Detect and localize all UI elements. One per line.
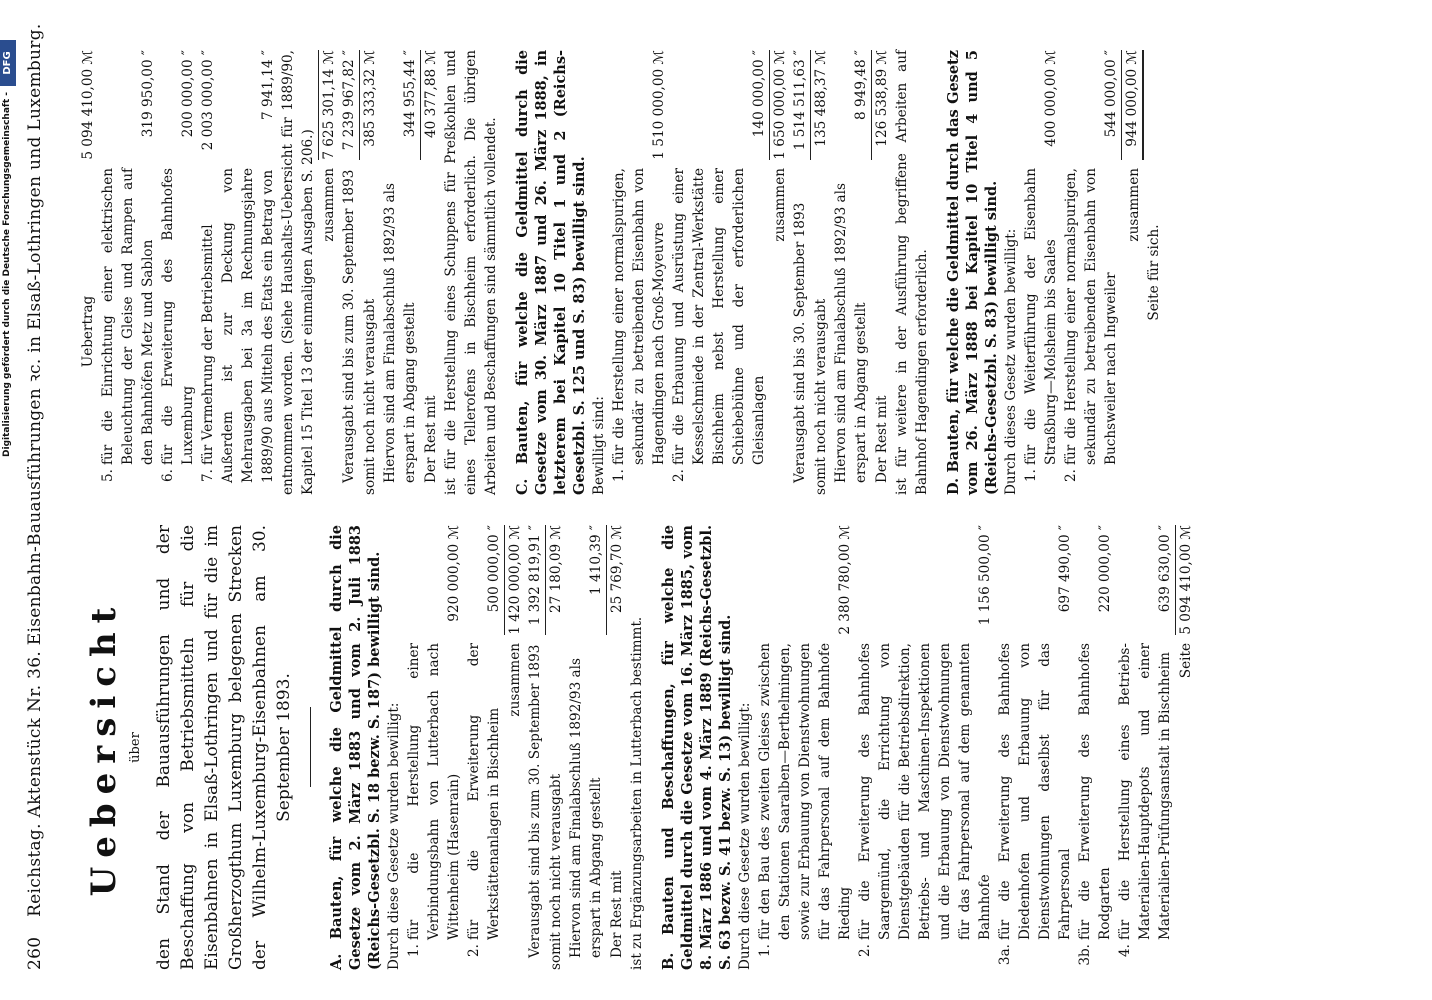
item-number: 3b.	[1077, 944, 1093, 966]
remaining-amount: 385 333,32 ℳ	[359, 50, 380, 160]
rest-amount: 126 538,89 ℳ	[871, 50, 892, 160]
item-amount: 639 630,00 ″	[1157, 525, 1173, 613]
additional-text: Außerdem ist zur Deckung von Mehrausgaben bei 3a im Rechnungsjahre 1889/90 aus Mitteln des Etats ein Betrag von	[220, 168, 276, 483]
page-total-amount: 5 094 410,00 ℳ	[1175, 525, 1196, 635]
list-item	[669, 50, 769, 495]
list-item	[1075, 525, 1115, 970]
item-text: für die Einrichtung einer elektrischen Beleuchtung der Gleise und Rampen auf den Bahnhöfen Metz und Sablon	[100, 168, 156, 465]
item-number: 1.	[757, 944, 773, 957]
page-total-label: Seite	[1178, 643, 1194, 679]
item-number: 1.	[1023, 469, 1039, 482]
remaining-label: somit noch nicht verausgabt	[548, 773, 564, 970]
item-number: 7.	[200, 469, 216, 482]
list-item	[1061, 50, 1121, 495]
rest-amount: 40 377,88 ℳ	[420, 50, 441, 160]
spent-label: Verausgabt sind bis zum 30. September 1893	[341, 169, 357, 483]
item-text: für die Herstellung einer normalspurigen, sekundär zu betreibenden Eisenbahn von Buchsweiler nach Ingweiler	[1063, 168, 1119, 465]
final-amount: 344 955,44 ″	[402, 50, 418, 138]
spent-row	[525, 525, 545, 970]
item-number: 1.	[611, 469, 627, 482]
divider	[310, 708, 311, 788]
list-item	[98, 50, 158, 495]
carryover-label: Uebertrag	[80, 295, 96, 368]
section-c-intro: Bewilligt sind:	[591, 396, 607, 495]
final-row	[566, 525, 606, 970]
remaining-row	[359, 50, 380, 495]
document-subtitle: über	[128, 732, 143, 763]
remaining-label: somit noch nicht verausgabt	[362, 298, 378, 495]
list-item	[158, 50, 198, 495]
sum-amount: 7 625 301,14 ℳ	[318, 50, 339, 160]
section-b-intro: Durch diese Gesetze wurden bewilligt:	[737, 702, 753, 970]
item-amount: 500 000,00 ″	[486, 525, 502, 613]
spent-amount: 1 514 511,63 ″	[792, 50, 808, 151]
additional-amount: 7 941,14 ″	[260, 50, 276, 120]
digitization-credit	[0, 0, 18, 1000]
final-label: Hiervon sind am Finalabschluß 1892/93 als erspart in Abgang gestellt	[833, 183, 869, 483]
rest-label: Der Rest mit	[874, 395, 890, 483]
item-number: 6.	[160, 469, 176, 482]
list-item	[1021, 50, 1061, 495]
list-item	[1115, 525, 1175, 970]
page-number: 260	[25, 936, 45, 970]
item-number: 2.	[671, 469, 687, 482]
item-text: für die Erweiterung des Bahnhofes Rodgarten	[1077, 643, 1113, 940]
page-note: Seite für sich.	[1146, 224, 1162, 321]
final-row	[380, 50, 420, 495]
carryover-row	[78, 50, 98, 495]
section-c-heading: C. Bauten, für welche die Geldmittel durch die Gesetze vom 30. März 1887 und 26. März 1888, in letzterem bei Kapitel 10 Titel 1 und 2 (Reichs-Gesetzbl. S. 125 und S. 83) bewilligt sind.	[514, 50, 588, 495]
credit-text: Digitalisierung gefördert durch die Deutsche Forschungsgemeinschaft -	[2, 92, 12, 457]
spent-label: Verausgabt sind bis 30. September 1893	[792, 202, 808, 483]
remaining-amount: 135 488,37 ℳ	[810, 50, 831, 160]
item-number: 1.	[406, 944, 422, 957]
item-text: für die Herstellung einer Verbindungsbahn von Lutterbach nach Wittenheim (Hasenrain)	[406, 643, 462, 940]
sum-amount: 1 650 000,00 ℳ	[769, 50, 790, 160]
list-item	[198, 50, 218, 495]
item-amount: 140 000,00 ″	[751, 50, 767, 138]
item-amount: 1 156 500,00 ″	[977, 525, 993, 626]
rest-note: ist zu Ergänzungsarbeiten in Lutterbach bestimmt.	[629, 616, 645, 970]
spent-amount: 1 392 819,91 ″	[527, 525, 543, 626]
rest-amount: 25 769,70 ℳ	[606, 525, 627, 635]
list-item	[609, 50, 669, 495]
item-amount: 2 380 780,00 ℳ	[837, 525, 853, 635]
remaining-row	[810, 50, 831, 495]
remaining-row	[545, 525, 566, 970]
section-a-intro: Durch diese Gesetze wurden bewilligt:	[386, 702, 402, 970]
spent-amount: 7 239 967,82 ″	[341, 50, 357, 151]
item-text: für Vermehrung der Betriebsmittel	[200, 224, 216, 465]
item-amount: 220 000,00 ″	[1097, 525, 1113, 613]
item-amount: 2 003 000,00 ″	[200, 50, 216, 151]
sum-row	[318, 50, 339, 495]
list-item	[855, 525, 995, 970]
item-number: 4.	[1117, 944, 1133, 957]
rest-label: Der Rest mit	[423, 395, 439, 483]
item-amount: 400 000,00 ℳ	[1043, 50, 1059, 147]
item-amount: 200 000,00 ″	[180, 50, 196, 138]
sum-amount: 944 000,00 ℳ	[1121, 50, 1144, 160]
spent-row	[790, 50, 810, 495]
sum-label: zusammen	[507, 643, 523, 717]
list-item	[464, 525, 504, 970]
item-text: für die Erweiterung des Bahnhofes Luxemburg	[160, 168, 196, 465]
sum-amount: 1 420 000,00 ℳ	[504, 525, 525, 635]
item-amount: 319 950,00 ″	[140, 50, 156, 138]
sum-label: zusammen	[321, 168, 337, 242]
item-amount: 544 000,00 ″	[1103, 50, 1119, 138]
remaining-amount: 27 180,09 ℳ	[545, 525, 566, 635]
spent-label: Verausgabt sind bis zum 30. September 1893	[527, 644, 543, 958]
remaining-label: somit noch nicht verausgabt	[813, 298, 829, 495]
item-amount: 1 510 000,00 ℳ	[651, 50, 667, 160]
title-description: den Stand der Bauausführungen und der Beschaffung von Betriebsmitteln für die Eisenbahnen in Elsaß-Lothringen und für die im Großherzogthum Luxemburg belegenen Strecken der Wilhelm-Luxemburg-Eisenbahnen am 30. September 1893.	[154, 525, 294, 970]
item-text: für den Bau des zweiten Gleises zwischen den Stationen Saaralben—Berthelmingen, sowie zur Erbauung von Dienstwohnungen für das Fahrpersonal auf dem Bahnhofe Rieding	[757, 643, 853, 940]
item-amount: 920 000,00 ℳ	[446, 525, 462, 622]
list-item	[995, 525, 1075, 970]
rest-note: ist für weitere in der Ausführung begriffene Arbeiten auf Bahnhof Hagendingen erforderlich.	[894, 50, 930, 495]
page-header	[22, 23, 45, 970]
final-amount: 1 410,39 ″	[588, 525, 604, 595]
final-row	[831, 50, 871, 495]
dfg-logo: DFG	[0, 40, 16, 86]
final-amount: 8 949,48 ″	[853, 50, 869, 120]
sum-row	[1121, 50, 1144, 495]
sum-label: zusammen	[772, 168, 788, 242]
sum-row	[769, 50, 790, 495]
document-title: Uebersicht	[84, 598, 124, 897]
item-number: 2.	[857, 944, 873, 957]
section-d-heading: D. Bauten, für welche die Geldmittel durch das Gesetz vom 26. März 1888 bei Kapitel 10 Titel 4 und 5 (Reichs-Gesetzbl. S. 83) bewilligt sind.	[945, 50, 1000, 495]
page-total-row	[1175, 525, 1196, 970]
additional-note: entnommen worden. (Siehe Haushalts-Uebersicht für 1889/90, Kapitel 15 Titel 13 der einmaligen Ausgaben S. 206.)	[280, 50, 316, 495]
section-d-intro: Durch dieses Gesetz wurden bewilligt:	[1003, 228, 1019, 495]
item-number: 2.	[1063, 469, 1079, 482]
item-number: 5.	[100, 469, 116, 482]
item-text: für die Erbauung und Ausrüstung einer Kesselschmiede in der Zentral-Werkstätte Bischheim nebst Herstellung einer Schiebebühne und der erforderlichen Gleisanlagen	[671, 168, 767, 465]
item-number: 2.	[466, 944, 482, 957]
additional-row	[218, 50, 278, 495]
final-label: Hiervon sind am Finalabschluß 1892/93 als erspart in Abgang gestellt	[568, 658, 604, 958]
item-amount: 697 490,00 ″	[1057, 525, 1073, 613]
item-text: für die Weiterführung der Eisenbahn Straßburg—Molsheim bis Saales	[1023, 168, 1059, 465]
list-item	[755, 525, 855, 970]
sum-label: zusammen	[1126, 168, 1142, 242]
rest-row	[871, 50, 892, 495]
item-text: für die Herstellung einer normalspurigen, sekundär zu betreibenden Eisenbahn von Hagendingen nach Groß-Moyeuvre	[611, 168, 667, 465]
right-column	[78, 50, 1164, 495]
item-text: für die Erweiterung der Werkstättenanlagen in Bischheim	[466, 643, 502, 940]
item-text: für die Erweiterung des Bahnhofes Saargemünd, die Errichtung von Dienstgebäuden für die Betriebsdirektion, Betriebs- und Maschinen-Inspektionen und die Erbauung von Dienstwohnungen für das Fahrpersonal auf dem genannten Bahnhofe	[857, 643, 993, 940]
left-column	[78, 525, 1196, 970]
item-text: für die Herstellung eines Betriebs-Materialien-Hauptdepots und einer Materialien-Prüfungsanstalt in Bischheim	[1117, 643, 1173, 940]
rest-row	[420, 50, 441, 495]
item-number: 3a.	[997, 944, 1013, 966]
carryover-amount: 5 094 410,00 ℳ	[80, 50, 96, 160]
rest-note: ist für die Herstellung eines Schuppens für Preßkohlen und eines Tellerofens in Bischheim erforderlich. Die übrigen Arbeiten und Beschaffungen sind sämmtlich vollendet.	[443, 50, 499, 495]
running-title: Reichstag. Aktenstück Nr. 36. Eisenbahn-Bauausführungen ꝛc. in Elsaß-Lothringen und Luxemburg.	[25, 23, 45, 917]
rest-row	[606, 525, 627, 970]
sum-row	[504, 525, 525, 970]
final-label: Hiervon sind am Finalabschluß 1892/93 als erspart in Abgang gestellt	[382, 183, 418, 483]
spent-row	[339, 50, 359, 495]
section-b-heading: B. Bauten und Beschaffungen, für welche die Geldmittel durch die Gesetze vom 16. März 1885, vom 8. März 1886 und vom 4. März 1889 (Reichs-Gesetzbl. S. 63 bezw. S. 41 bezw. S. 13) bewilligt sind.	[660, 525, 734, 970]
item-text: für die Erweiterung des Bahnhofes Diedenhofen und Erbauung von Dienstwohnungen daselbst für das Fahrpersonal	[997, 643, 1073, 940]
list-item	[404, 525, 464, 970]
section-a-heading: A. Bauten, für welche die Geldmittel durch die Gesetze vom 2. März 1883 und vom 2. Juli 1883 (Reichs-Gesetzbl. S. 18 bezw. S. 187) bewilligt sind.	[328, 525, 383, 970]
rest-label: Der Rest mit	[609, 870, 625, 958]
